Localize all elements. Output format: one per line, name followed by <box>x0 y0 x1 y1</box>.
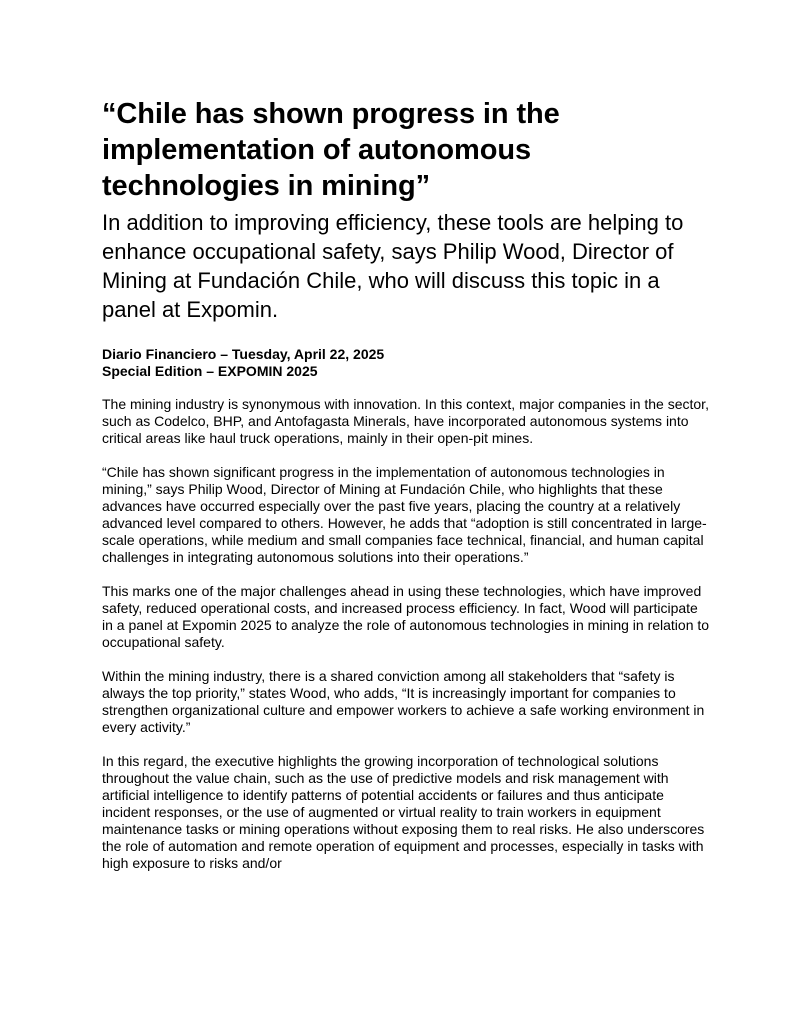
article-meta <box>102 346 710 380</box>
body-paragraph: In this regard, the executive highlights the growing incorporation of technological solutions throughout the value chain, such as the use of predictive models and risk management with artificial intelligence to identify patterns of potential accidents or failures and thus anticipate incident responses, or the use of augmented or virtual reality to train workers in equipment maintenance tasks or mining operations without exposing them to real risks. He also underscores the role of automation and remote operation of equipment and processes, especially in tasks with high exposure to risks and/or <box>102 753 705 871</box>
article-subheadline: In addition to improving efficiency, these tools are helping to enhance occupational safety, says Philip Wood, Director of Mining at Fundación Chile, who will discuss this topic in a panel at Expomin. <box>102 210 684 322</box>
article-body <box>102 396 710 872</box>
body-paragraph: This marks one of the major challenges ahead in using these technologies, which have improved safety, reduced operational costs, and increased process efficiency. In fact, Wood will participate in a panel at Expomin 2025 to analyze the role of autonomous technologies in mining in relation to occupational safety. <box>102 583 710 650</box>
body-paragraph: “Chile has shown significant progress in the implementation of autonomous technologies in mining,” says Philip Wood, Director of Mining at Fundación Chile, who highlights that these advances have occurred especially over the past five years, placing the country at a relatively advanced level compared to others. However, he adds that “adoption is still concentrated in large-scale operations, while medium and small companies face technical, financial, and human capital challenges in integrating autonomous solutions into their operations.” <box>102 464 707 565</box>
source-line: Diario Financiero – Tuesday, April 22, 2025 <box>102 346 385 362</box>
body-paragraph: Within the mining industry, there is a shared conviction among all stakeholders that “safety is always the top priority,” states Wood, who adds, “It is increasingly important for companies to strengthen organizational culture and empower workers to achieve a safe working environment in every activity.” <box>102 668 705 735</box>
body-paragraph: The mining industry is synonymous with innovation. In this context, major companies in the sector, such as Codelco, BHP, and Antofagasta Minerals, have incorporated autonomous systems into critical areas like haul truck operations, mainly in their open-pit mines. <box>102 396 709 446</box>
article-headline: “Chile has shown progress in the implementation of autonomous technologies in mining” <box>102 98 560 202</box>
edition-line: Special Edition – EXPOMIN 2025 <box>102 363 318 379</box>
